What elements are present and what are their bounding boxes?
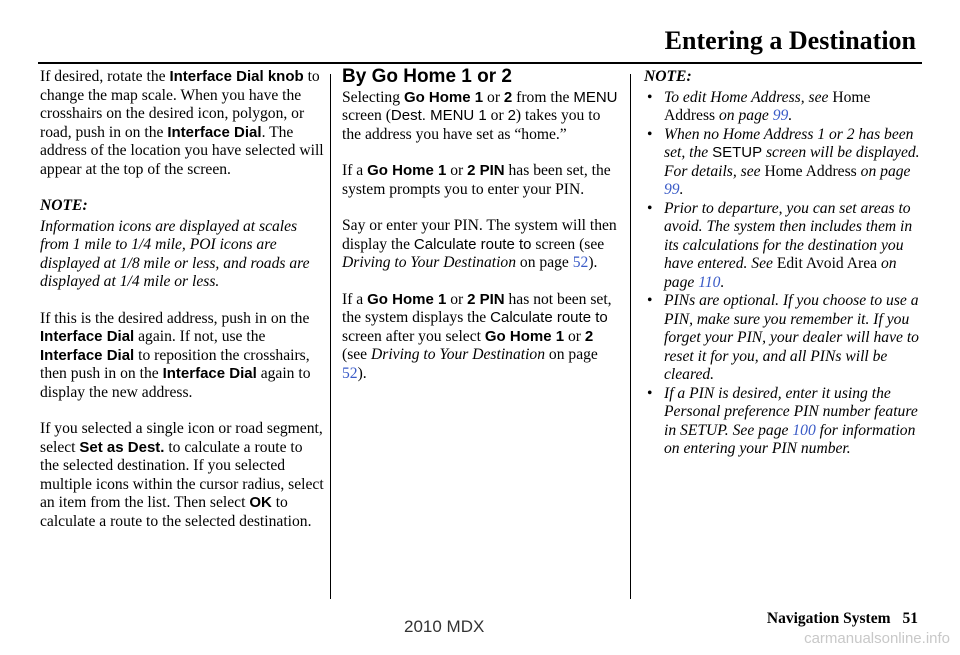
page-title: Entering a Destination <box>664 26 916 55</box>
page-link[interactable]: 52 <box>572 254 589 271</box>
paragraph: If a Go Home 1 or 2 PIN has been set, the system prompts you to enter your PIN. <box>342 162 611 198</box>
list-item: • When no Home Address 1 or 2 has been set, the SETUP screen will be displayed. For details, see Home Address on page 99. <box>644 126 924 200</box>
header-rule <box>38 62 922 64</box>
page-link[interactable]: 100 <box>792 421 816 439</box>
paragraph: Say or enter your PIN. The system will then display the Calculate route to screen (see Driving to Your Destination on page 52). <box>342 217 617 271</box>
note-heading: NOTE: <box>644 68 692 85</box>
page-link[interactable]: 99 <box>772 107 789 124</box>
paragraph: If you selected a single icon or road segment, select Set as Dest. to calculate a route to the selected destination. If you selected multiple icons within the cursor radius, select an item from the list. Then select OK to calculate a route to the selected destination. <box>40 420 324 530</box>
note-text: Information icons are displayed at scales from 1 mile to 1/4 mile, POI icons are displayed at 1/8 mile or less, and roads are displayed at 1/4 mile or less. <box>40 217 310 290</box>
watermark: carmanualsonline.info <box>804 630 950 647</box>
interface-dial-knob-term: Interface Dial knob <box>169 68 304 85</box>
column-right <box>644 68 924 459</box>
page-link[interactable]: 99 <box>664 181 680 198</box>
paragraph: If this is the desired address, push in on the Interface Dial again. If not, use the Interface Dial to reposition the crosshairs, then push in on the Interface Dial again to display the new address. <box>40 309 311 401</box>
list-item: • To edit Home Address, see Home Address on page 99. <box>644 89 924 126</box>
page-number: 51 <box>902 610 918 627</box>
model-label: 2010 MDX <box>404 617 485 636</box>
section-heading: By Go Home 1 or 2 <box>342 66 512 87</box>
paragraph: If desired, rotate the Interface Dial knob to change the map scale. When you have the crosshairs on the desired icon, polygon, or road, push in on the Interface Dial. The address of the location you have selected will appear at the top of the screen. <box>40 68 324 178</box>
interface-dial-term: Interface Dial <box>167 123 262 141</box>
list-item: • Prior to departure, you can set areas to avoid. The system then includes them in its calculations for the destination you have entered. See Edit Avoid Area on page 110. <box>644 200 924 293</box>
list-item: • PINs are optional. If you choose to use a PIN, make sure you remember it. If you forget your PIN, your dealer will have to reset it for you, and all PINs will be cleared. <box>644 292 924 385</box>
paragraph: If a Go Home 1 or 2 PIN has not been set, the system displays the Calculate route to screen after you select Go Home 1 or 2 (see Driving to Your Destination on page 52). <box>342 290 612 382</box>
column-left <box>40 68 324 549</box>
note-list <box>644 89 924 459</box>
paragraph: Selecting Go Home 1 or 2 from the MENU screen (Dest. MENU 1 or 2) takes you to the address you have set as “home.” <box>342 88 618 143</box>
note-heading: NOTE: <box>40 197 88 214</box>
section-name: Navigation System <box>766 610 891 627</box>
footer-page-info <box>767 610 918 628</box>
page-link[interactable]: 110 <box>698 273 721 291</box>
ok-term: OK <box>249 494 272 511</box>
column-divider <box>330 74 331 599</box>
set-as-dest-term: Set as Dest. <box>79 438 165 456</box>
column-middle <box>342 68 618 401</box>
column-divider <box>630 74 631 599</box>
list-item: • If a PIN is desired, enter it using the Personal preference PIN number feature in SETUP. See page 100 for information on entering your PIN number. <box>644 385 924 459</box>
page-link[interactable]: 52 <box>342 364 358 382</box>
